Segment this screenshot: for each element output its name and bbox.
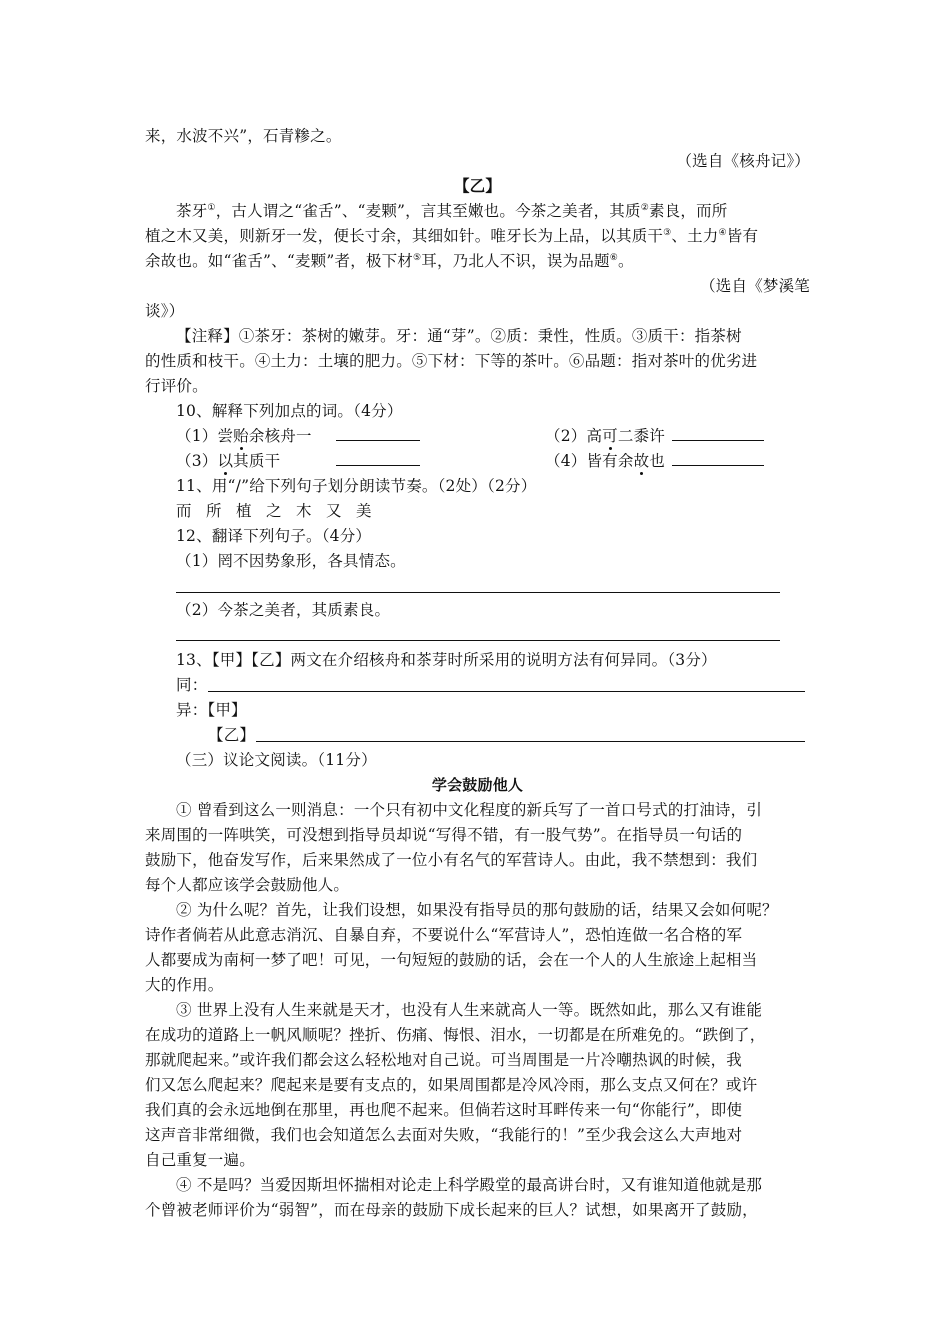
notes-line-3: 行评价。 — [145, 377, 208, 395]
q13-diff-answer-line[interactable] — [256, 741, 805, 742]
essay-line: 个曾被老师评价为“弱智”，而在母亲的鼓励下成长起来的巨人？试想，如果离开了鼓励， — [145, 1201, 758, 1219]
essay-line: 大的作用。 — [145, 976, 224, 994]
q10-item-2: （2）高可二黍许 — [545, 427, 665, 445]
essay-line: 诗作者倘若从此意志消沉、自暴自弃，不要说什么“军营诗人”，恐怕连做一名合格的军 — [145, 926, 743, 944]
passage-yi-line-1: 茶牙①，古人谓之“雀舌”、“麦颗”，言其至嫩也。今茶之美者，其质②素良，而所 — [176, 202, 728, 220]
q10-row-2 — [176, 449, 810, 474]
essay-line: ① 曾看到这么一则消息：一个只有初中文化程度的新兵写了一首口号式的打油诗，引 — [176, 801, 763, 819]
essay-line: 在成功的道路上一帆风顺呢？挫折、伤痛、悔恨、泪水，一切都是在所难免的。“跌倒了， — [145, 1026, 766, 1044]
q12-answer-line-1[interactable] — [176, 592, 780, 593]
q11-char: 而 — [176, 502, 192, 520]
essay-title: 学会鼓励他人 — [431, 776, 524, 794]
source-hezhouji: （选自《核舟记》） — [676, 152, 810, 170]
q11-char: 所 — [206, 502, 222, 520]
q10-item-3: （3）以其质干 — [176, 452, 281, 470]
q11-char: 之 — [266, 502, 282, 520]
q10-item-4: （4）皆有余故也 — [545, 452, 665, 470]
q12-sentence-1: （1）罔不因势象形，各具情态。 — [176, 552, 406, 570]
q12-sentence-2: （2）今茶之美者，其质素良。 — [176, 601, 391, 619]
q11-char: 美 — [356, 502, 372, 520]
source-mengxi-b: 谈》） — [145, 302, 185, 320]
essay-line: 自己重复一遍。 — [145, 1151, 255, 1169]
essay-line: ② 为什么呢？首先，让我们设想，如果没有指导员的那句鼓励的话，结果又会如何呢？ — [176, 901, 778, 919]
section-yi-heading: 【乙】 — [453, 177, 502, 195]
q11-sentence — [176, 499, 810, 524]
essay-line: 们又怎么爬起来？爬起来是要有支点的，如果周围都是冷风冷雨，那么支点又何在？或许 — [145, 1076, 758, 1094]
q10-answer-2[interactable] — [672, 424, 764, 441]
q10-title: 10、解释下列加点的词。（4分） — [176, 402, 403, 420]
q12-answer-line-2[interactable] — [176, 640, 780, 641]
essay-line: 我们真的会永远地倒在那里，再也爬不起来。但倘若这时耳畔传来一句“你能行”，即使 — [145, 1101, 743, 1119]
essay-line: ③ 世界上没有人生来就是天才，也没有人生来就高人一等。既然如此，那么又有谁能 — [176, 1001, 763, 1019]
q11-char: 植 — [236, 502, 252, 520]
passage-yi-line-3: 余故也。如“雀舌”、“麦颗”者，极下材⑤耳，乃北人不识，误为品题⑥。 — [145, 252, 634, 270]
essay-line: 每个人都应该学会鼓励他人。 — [145, 876, 350, 894]
part3-heading: （三）议论文阅读。（11分） — [176, 751, 377, 769]
notes-line-2: 的性质和枝干。④土力：土壤的肥力。⑤下材：下等的茶叶。⑥品题：指对茶叶的优劣进 — [145, 352, 758, 370]
essay-line: 人都要成为南柯一梦了吧！可见，一句短短的鼓励的话，会在一个人的人生旅途上起相当 — [145, 951, 758, 969]
q13-same-answer-line[interactable] — [208, 691, 805, 692]
source-mengxi-a: （选自《梦溪笔 — [700, 277, 810, 295]
passage-yi-line-2: 植之木又美，则新牙一发，便长寸余，其细如针。唯牙长为上品，以其质干③、土力④皆有 — [145, 227, 759, 245]
q10-item-1: （1）尝贻余核舟一 — [176, 427, 312, 445]
essay-line: 鼓励下，他奋发写作，后来果然成了一位小有名气的军营诗人。由此，我不禁想到：我们 — [145, 851, 758, 869]
essay-line: 这声音非常细微，我们也会知道怎么去面对失败，“我能行的！”至少我会这么大声地对 — [145, 1126, 743, 1144]
q13-title: 13、【甲】【乙】两文在介绍核舟和茶芽时所采用的说明方法有何异同。（3分） — [176, 651, 717, 669]
q10-answer-1[interactable] — [336, 424, 420, 441]
q12-title: 12、翻译下列句子。（4分） — [176, 527, 372, 545]
q10-row-1 — [176, 424, 810, 449]
q11-title: 11、用“/”给下列句子划分朗读节奏。（2处）（2分） — [176, 477, 537, 495]
passage-jia-tail: 来，水波不兴”，石青糁之。 — [145, 127, 342, 145]
notes-line-1: 【注释】①茶牙：茶树的嫩芽。牙：通“芽”。②质：秉性，性质。③质干：指茶树 — [176, 327, 742, 345]
q10-answer-4[interactable] — [672, 449, 764, 466]
q13-same-label: 同： — [176, 676, 208, 694]
q13-diff-jia-label: 异：【甲】 — [176, 701, 247, 719]
essay-line: 那就爬起来。”或许我们都会这么轻松地对自己说。可当周围是一片冷嘲热讽的时候，我 — [145, 1051, 742, 1069]
q10-answer-3[interactable] — [336, 449, 420, 466]
q11-char: 又 — [326, 502, 342, 520]
q11-char: 木 — [296, 502, 312, 520]
essay-line: 来周围的一阵哄笑，可没想到指导员却说“写得不错，有一股气势”。在指导员一句话的 — [145, 826, 743, 844]
q13-diff-yi-label: 【乙】 — [208, 726, 256, 744]
essay-line: ④ 不是吗？当爱因斯坦怀揣相对论走上科学殿堂的最高讲台时，又有谁知道他就是那 — [176, 1176, 763, 1194]
